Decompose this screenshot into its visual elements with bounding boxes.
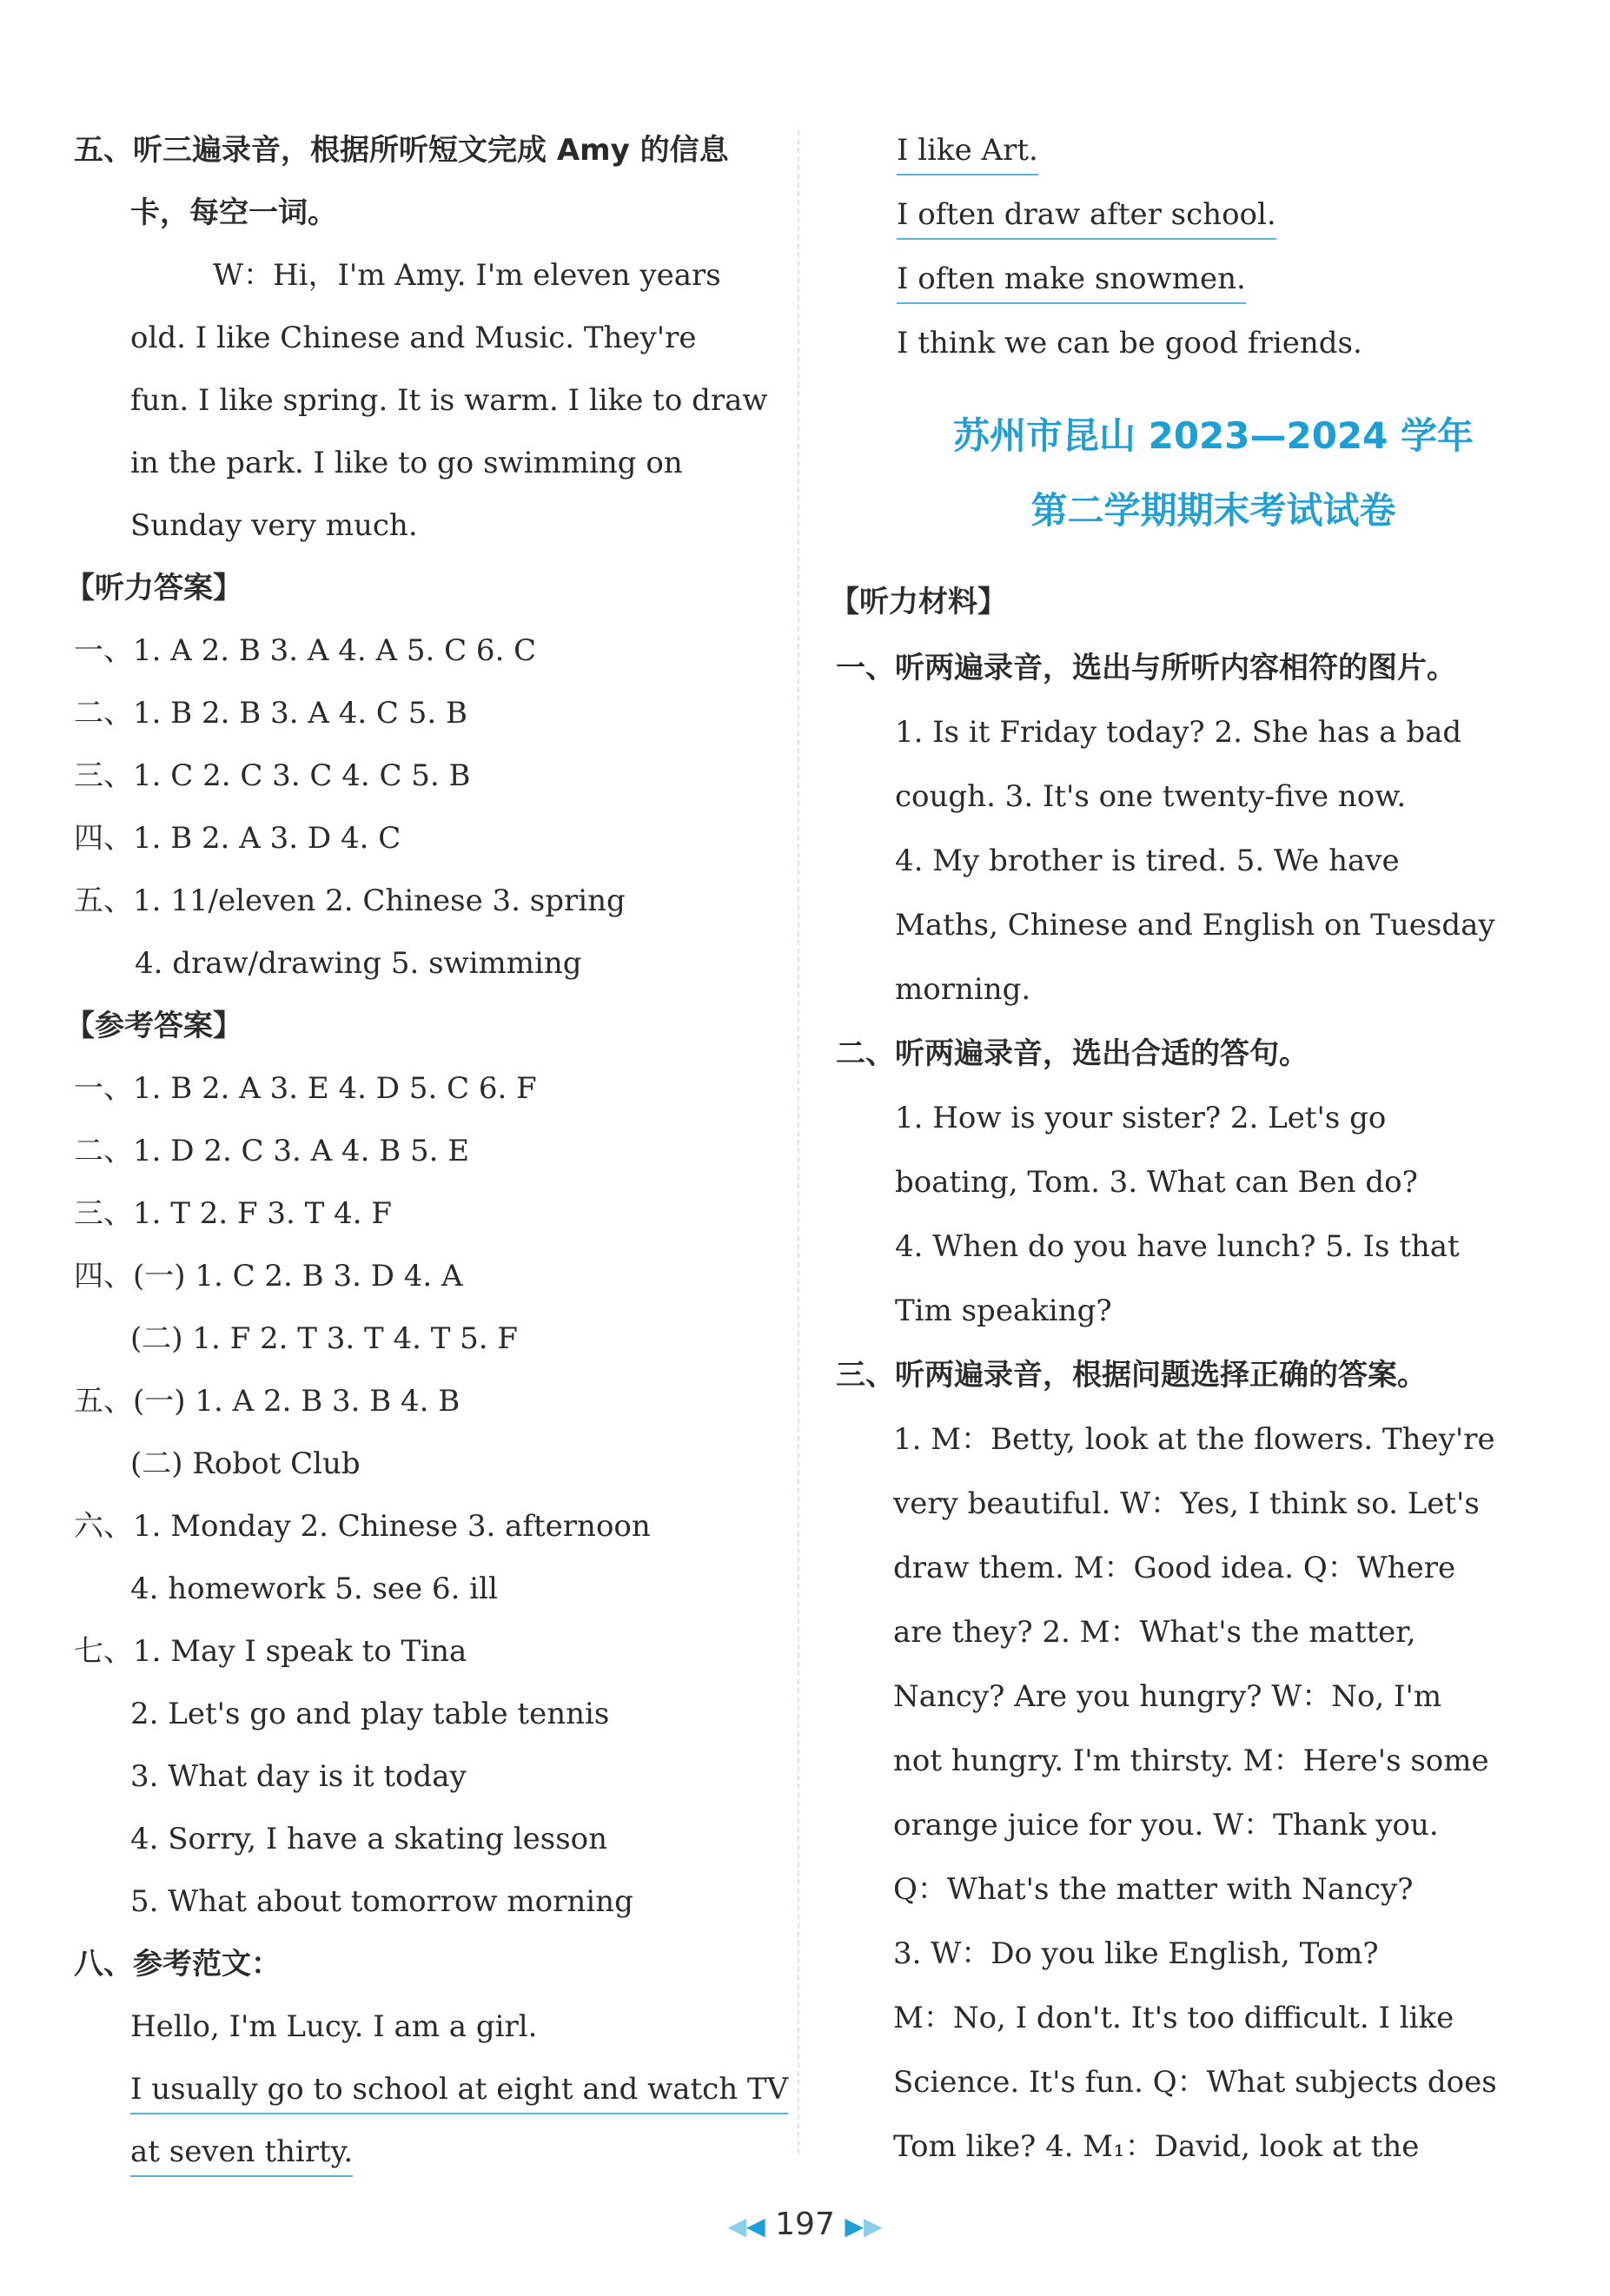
passage-line: old. I like Chinese and Music. They're (130, 321, 697, 355)
answer-line: 四、1. B 2. A 3. D 4. C (74, 821, 401, 856)
answer-line: 五、1. 11/eleven 2. Chinese 3. spring (74, 883, 626, 918)
answer-line: 4. draw/drawing 5. swimming (135, 946, 582, 981)
material-line: very beautiful. W：Yes, I think so. Let's (893, 1486, 1480, 1521)
material-line: orange juice for you. W：Thank you. (893, 1808, 1439, 1843)
listening-answers-heading: 【听力答案】 (65, 571, 242, 605)
material-line: 1. M：Betty, look at the flowers. They're (893, 1422, 1495, 1457)
answer-line: (二) 1. F 2. T 3. T 4. T 5. F (130, 1321, 519, 1356)
answer-line: 4. homework 5. see 6. ill (130, 1571, 498, 1606)
page-number: 197 (775, 2207, 835, 2242)
listening-material-heading: 【听力材料】 (830, 585, 1007, 619)
material-line: not hungry. I'm thirsty. M：Here's some (893, 1744, 1489, 1778)
material-line: morning. (895, 972, 1031, 1007)
section-5-heading: 五、听三遍录音，根据所听短文完成 Amy 的信息 (74, 133, 729, 168)
essay-line: Hello, I'm Lucy. I am a girl. (130, 2009, 538, 2044)
material-line: are they? 2. M：What's the matter, (893, 1615, 1416, 1650)
material-line: 4. My brother is tired. 5. We have (895, 844, 1400, 878)
answer-line: 一、1. A 2. B 3. A 4. A 5. C 6. C (74, 633, 537, 668)
next-arrow-icon: ▶ (845, 2212, 864, 2240)
material-line: Nancy? Are you hungry? W：No, I'm (893, 1679, 1442, 1714)
essay-line: at seven thirty. (130, 2130, 353, 2177)
material-line: boating, Tom. 3. What can Ben do? (895, 1165, 1418, 1200)
answer-line: 2. Let's go and play table tennis (130, 1697, 610, 1731)
material-line: Q：What's the matter with Nancy? (893, 1872, 1414, 1907)
next-arrow-icon: ▶ (863, 2212, 883, 2240)
answer-line: 三、1. C 2. C 3. C 4. C 5. B (74, 758, 471, 793)
material-line: cough. 3. It's one twenty-five now. (895, 779, 1407, 814)
reference-answers-heading: 【参考答案】 (65, 1009, 242, 1043)
answer-line: 三、1. T 2. F 3. T 4. F (74, 1196, 392, 1231)
exam-subtitle: 第二学期期末考试试卷 (1030, 489, 1396, 532)
passage-line: W：Hi，I'm Amy. I'm eleven years (213, 258, 721, 293)
column-divider (798, 130, 799, 2154)
prev-arrow-icon: ◀ (746, 2212, 765, 2240)
answer-line: 二、1. B 2. B 3. A 4. C 5. B (74, 696, 467, 731)
answer-line: 一、1. B 2. A 3. E 4. D 5. C 6. F (74, 1071, 537, 1106)
material-line: Tom like? 4. M₁：David, look at the (893, 2129, 1420, 2164)
essay-line: I often make snowmen. (897, 257, 1246, 304)
answer-line: 七、1. May I speak to Tina (74, 1634, 467, 1669)
answer-line: (二) Robot Club (130, 1446, 361, 1481)
essay-line: I often draw after school. (897, 193, 1276, 240)
answer-line: 六、1. Monday 2. Chinese 3. afternoon (74, 1509, 651, 1544)
section-3-heading: 三、听两遍录音，根据问题选择正确的答案。 (836, 1358, 1427, 1393)
section-1-heading: 一、听两遍录音，选出与所听内容相符的图片。 (836, 651, 1456, 685)
passage-line: in the park. I like to go swimming on (130, 446, 683, 480)
material-line: 3. W：Do you like English, Tom? (893, 1936, 1379, 1971)
answer-line: 5. What about tomorrow morning (130, 1884, 633, 1919)
passage-line: fun. I like spring. It is warm. I like to draw (130, 383, 768, 418)
essay-heading: 八、参考范文： (74, 1947, 281, 1982)
material-line: 1. Is it Friday today? 2. She has a bad (895, 715, 1462, 750)
material-line: Science. It's fun. Q：What subjects does (893, 2065, 1497, 2100)
prev-arrow-icon: ◀ (727, 2212, 747, 2240)
material-line: 4. When do you have lunch? 5. Is that (895, 1229, 1460, 1264)
essay-line: I usually go to school at eight and watch TV (130, 2068, 788, 2114)
material-line: Tim speaking? (895, 1294, 1112, 1328)
page-footer (0, 2207, 1610, 2242)
section-2-heading: 二、听两遍录音，选出合适的答句。 (836, 1036, 1309, 1071)
material-line: 1. How is your sister? 2. Let's go (895, 1101, 1387, 1135)
exam-title: 苏州市昆山 2023—2024 学年 (952, 414, 1474, 457)
answer-line: 3. What day is it today (130, 1759, 467, 1794)
material-line: draw them. M：Good idea. Q：Where (893, 1551, 1456, 1585)
answer-line: 五、(一) 1. A 2. B 3. B 4. B (74, 1384, 460, 1419)
passage-line: Sunday very much. (130, 508, 418, 543)
answer-line: 四、(一) 1. C 2. B 3. D 4. A (74, 1259, 463, 1294)
answer-line: 二、1. D 2. C 3. A 4. B 5. E (74, 1134, 470, 1168)
material-line: Maths, Chinese and English on Tuesday (895, 908, 1495, 943)
section-5-heading-cont: 卡，每空一词。 (130, 195, 337, 230)
answer-line: 4. Sorry, I have a skating lesson (130, 1822, 608, 1856)
material-line: M：No, I don't. It's too difficult. I like (893, 2001, 1454, 2035)
essay-line: I like Art. (897, 129, 1038, 175)
essay-line: I think we can be good friends. (897, 326, 1362, 361)
